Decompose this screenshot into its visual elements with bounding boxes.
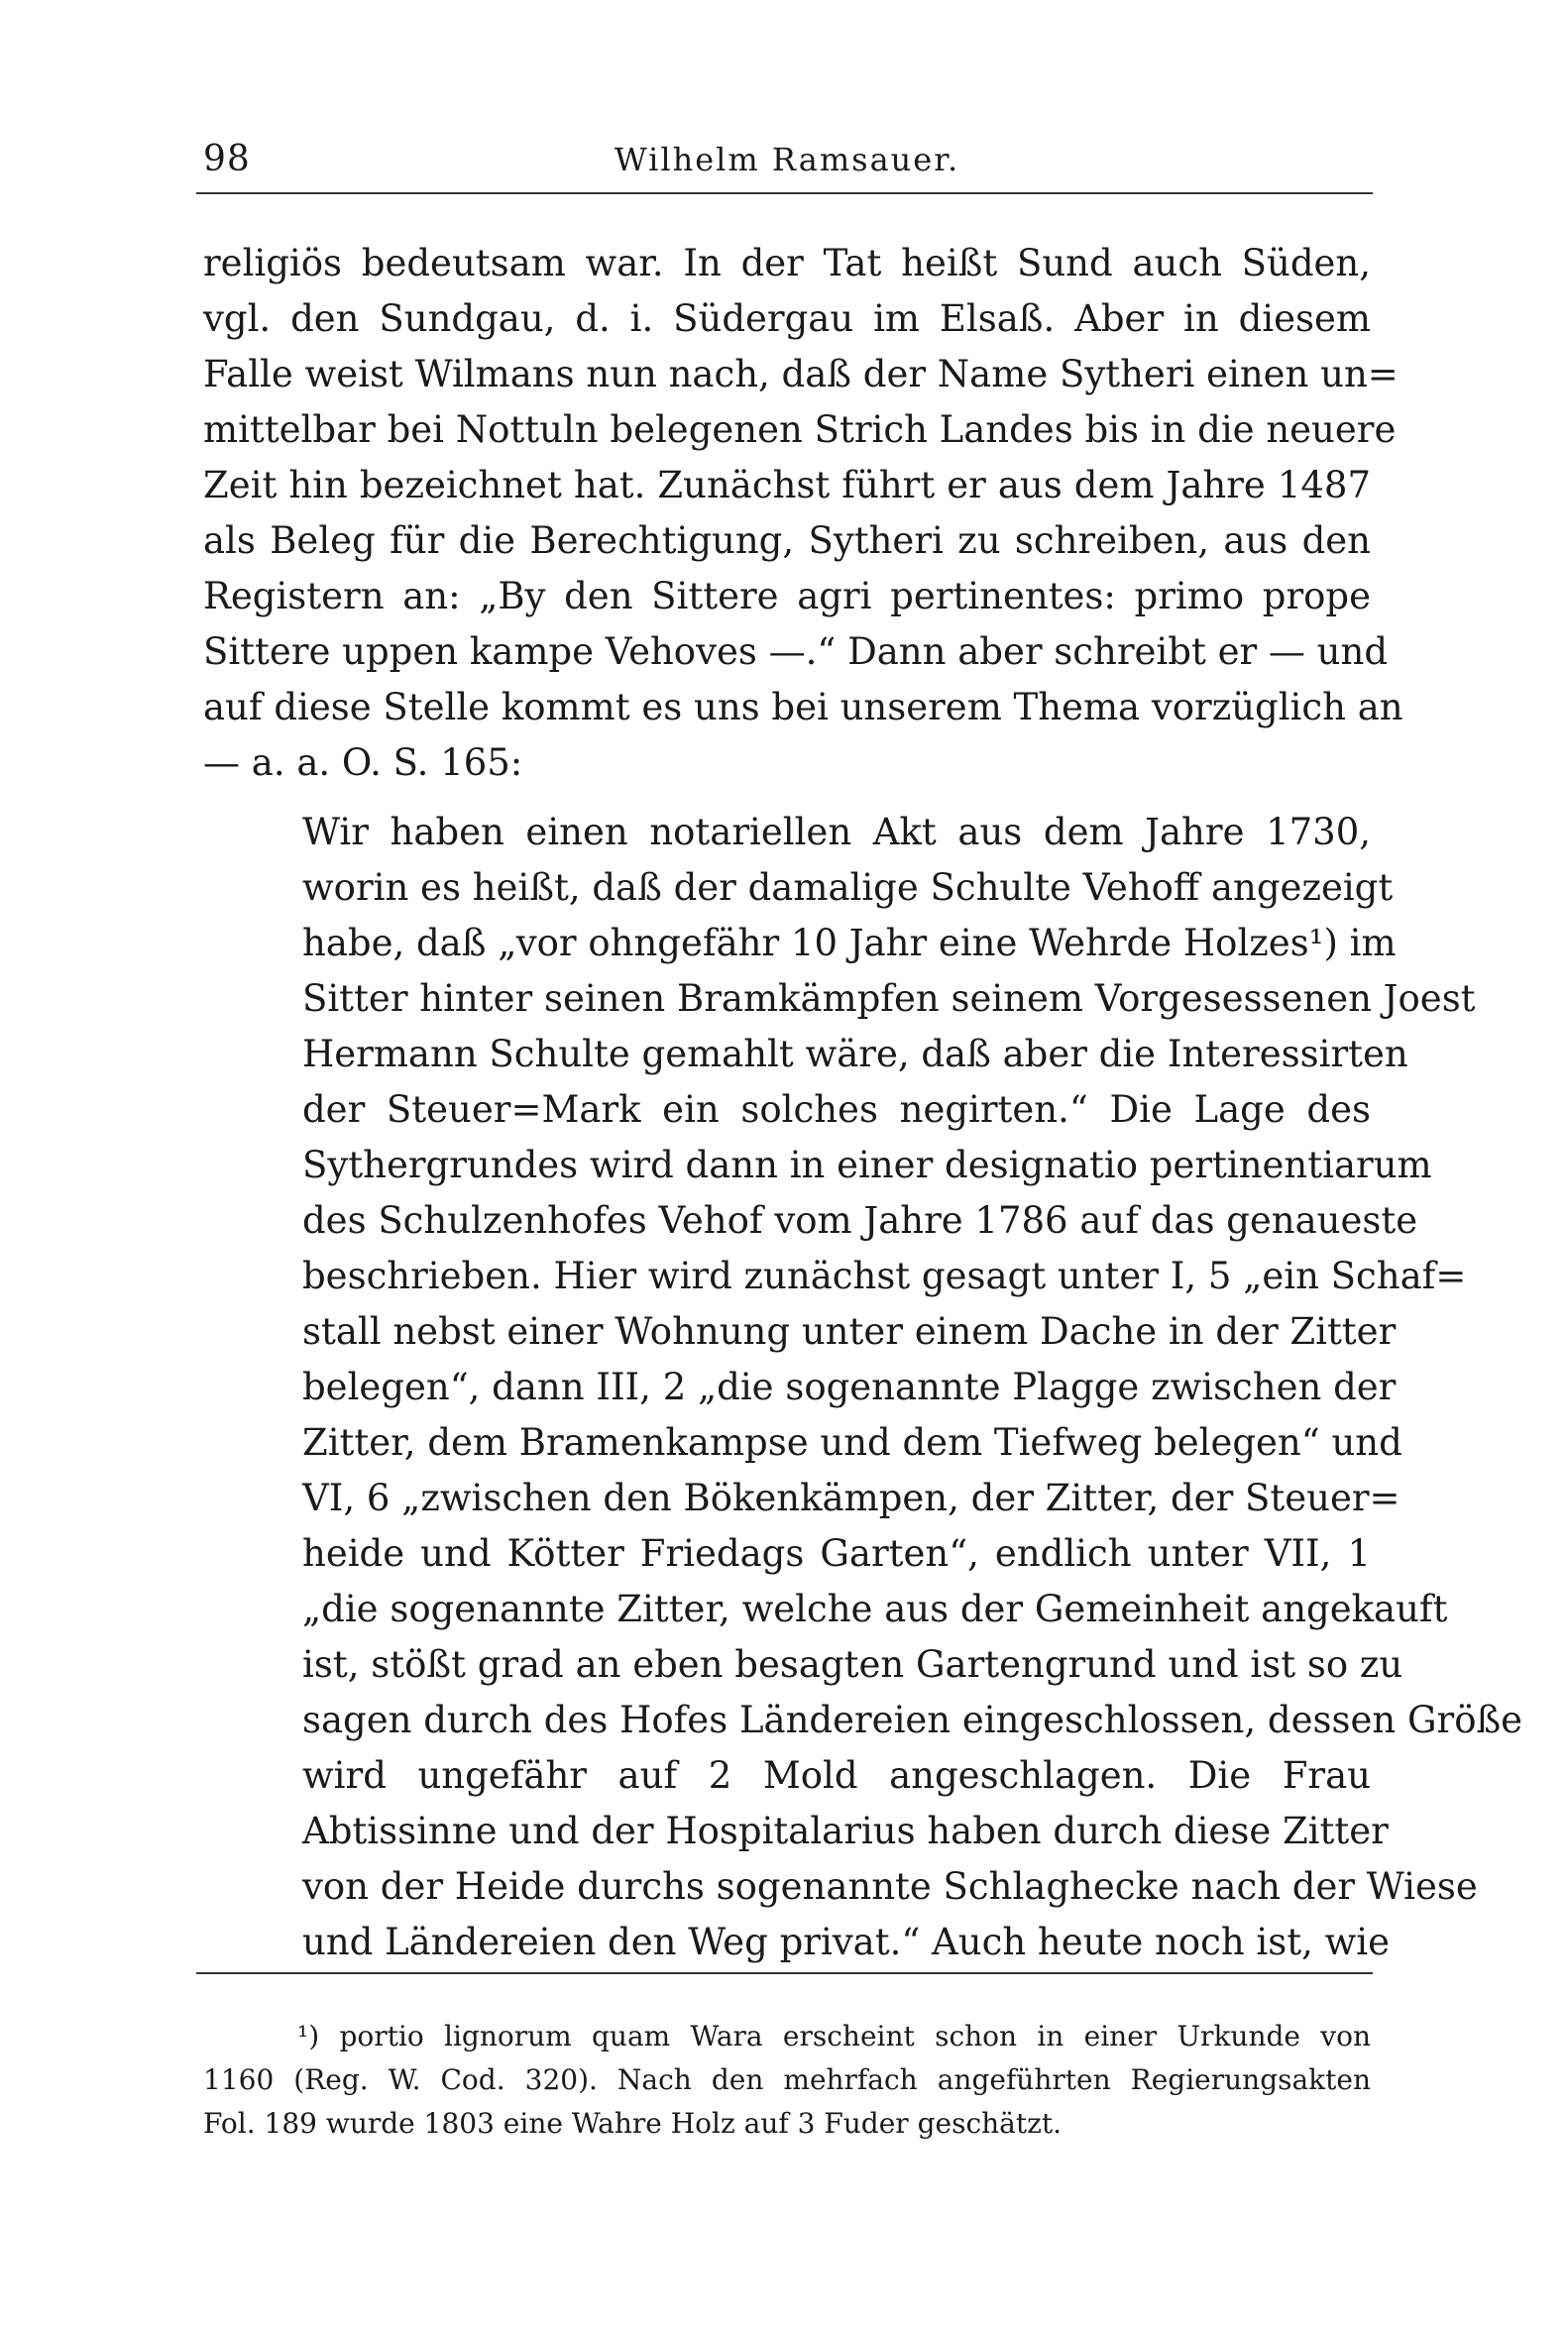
quote-line: heide und Kötter Friedags Garten“, endlich unter VII, 1 <box>302 1532 1371 1575</box>
footnote-line: 1160 (Reg. W. Cod. 320). Nach den mehrfach angeführten Regierungsakten <box>203 2063 1371 2096</box>
quote-line: belegen“, dann III, 2 „die sogenannte Plagge zwischen der <box>302 1366 1397 1408</box>
quote-line: sagen durch des Hofes Ländereien eingeschlossen, dessen Größe <box>302 1699 1523 1741</box>
quote-line: der Steuer=Mark ein solches negirten.“ Die Lage des <box>302 1088 1371 1131</box>
quote-line: worin es heißt, daß der damalige Schulte Vehoff angezeigt <box>302 866 1394 909</box>
quote-line: des Schulzenhofes Vehof vom Jahre 1786 auf das genaueste <box>302 1199 1418 1242</box>
quote-line: und Ländereien den Weg privat.“ Auch heute noch ist, wie <box>302 1921 1391 1963</box>
footnote-rule <box>196 1972 1373 1974</box>
quote-line: Abtissinne und der Hospitalarius haben durch diese Zitter <box>302 1810 1389 1852</box>
quote-line: Hermann Schulte gemahlt wäre, daß aber die Interessirten <box>302 1033 1408 1075</box>
quote-line: Sythergrundes wird dann in einer designatio pertinentiarum <box>302 1144 1432 1186</box>
quote-line: VI, 6 „zwischen den Bökenkämpen, der Zitter, der Steuer= <box>302 1477 1400 1519</box>
quote-line: stall nebst einer Wohnung unter einem Dache in der Zitter <box>302 1310 1397 1353</box>
quote-line: von der Heide durchs sogenannte Schlaghecke nach der Wiese <box>302 1865 1478 1908</box>
footnote <box>203 2015 1371 2146</box>
text-line: auf diese Stelle kommt es uns bei unserem Thema vorzüglich an <box>203 686 1403 728</box>
page-number: 98 <box>203 139 251 179</box>
footnote-line: Fol. 189 wurde 1803 eine Wahre Holz auf 3 Fuder geschätzt. <box>203 2107 1063 2140</box>
text-line: Zeit hin bezeichnet hat. Zunächst führt er aus dem Jahre 1487 <box>203 464 1371 506</box>
quote-line: ist, stößt grad an eben besagten Gartengrund und ist so zu <box>302 1643 1403 1686</box>
text-line: — a. a. O. S. 165: <box>203 741 523 784</box>
text-line: vgl. den Sundgau, d. i. Südergau im Elsaß. Aber in diesem <box>203 297 1371 340</box>
quote-line: „die sogenannte Zitter, welche aus der Gemeinheit angekauft <box>302 1588 1448 1630</box>
text-line: Registern an: „By den Sittere agri pertinentes: primo prope <box>203 575 1371 617</box>
quote-line: wird ungefähr auf 2 Mold angeschlagen. Die Frau <box>302 1754 1371 1797</box>
header-rule <box>196 192 1373 194</box>
quote-line: Zitter, dem Bramenkampse und dem Tiefweg belegen“ und <box>302 1421 1402 1464</box>
quote-line: habe, daß „vor ohngefähr 10 Jahr eine Wehrde Holzes¹) im <box>302 922 1397 964</box>
text-line: Falle weist Wilmans nun nach, daß der Name Sytheri einen un= <box>203 353 1399 395</box>
text-line: als Beleg für die Berechtigung, Sytheri zu schreiben, aus den <box>203 519 1371 562</box>
page-header <box>203 139 1371 188</box>
text-line: mittelbar bei Nottuln belegenen Strich Landes bis in die neuere <box>203 408 1397 451</box>
block-quote <box>302 805 1523 1970</box>
quote-line: Wir haben einen notariellen Akt aus dem Jahre 1730, <box>302 811 1371 853</box>
text-line: religiös bedeutsam war. In der Tat heißt Sund auch Süden, <box>203 242 1371 284</box>
footnote-line: ¹) portio lignorum quam Wara erscheint schon in einer Urkunde von <box>297 2020 1371 2052</box>
quote-line: beschrieben. Hier wird zunächst gesagt unter I, 5 „ein Schaf= <box>302 1255 1467 1297</box>
text-line: Sittere uppen kampe Vehoves —.“ Dann aber schreibt er — und <box>203 630 1389 673</box>
body-paragraph <box>203 236 1403 791</box>
quote-line: Sitter hinter seinen Bramkämpfen seinem Vorgesessenen Joest <box>302 977 1476 1020</box>
running-head: Wilhelm Ramsauer. <box>614 141 960 178</box>
